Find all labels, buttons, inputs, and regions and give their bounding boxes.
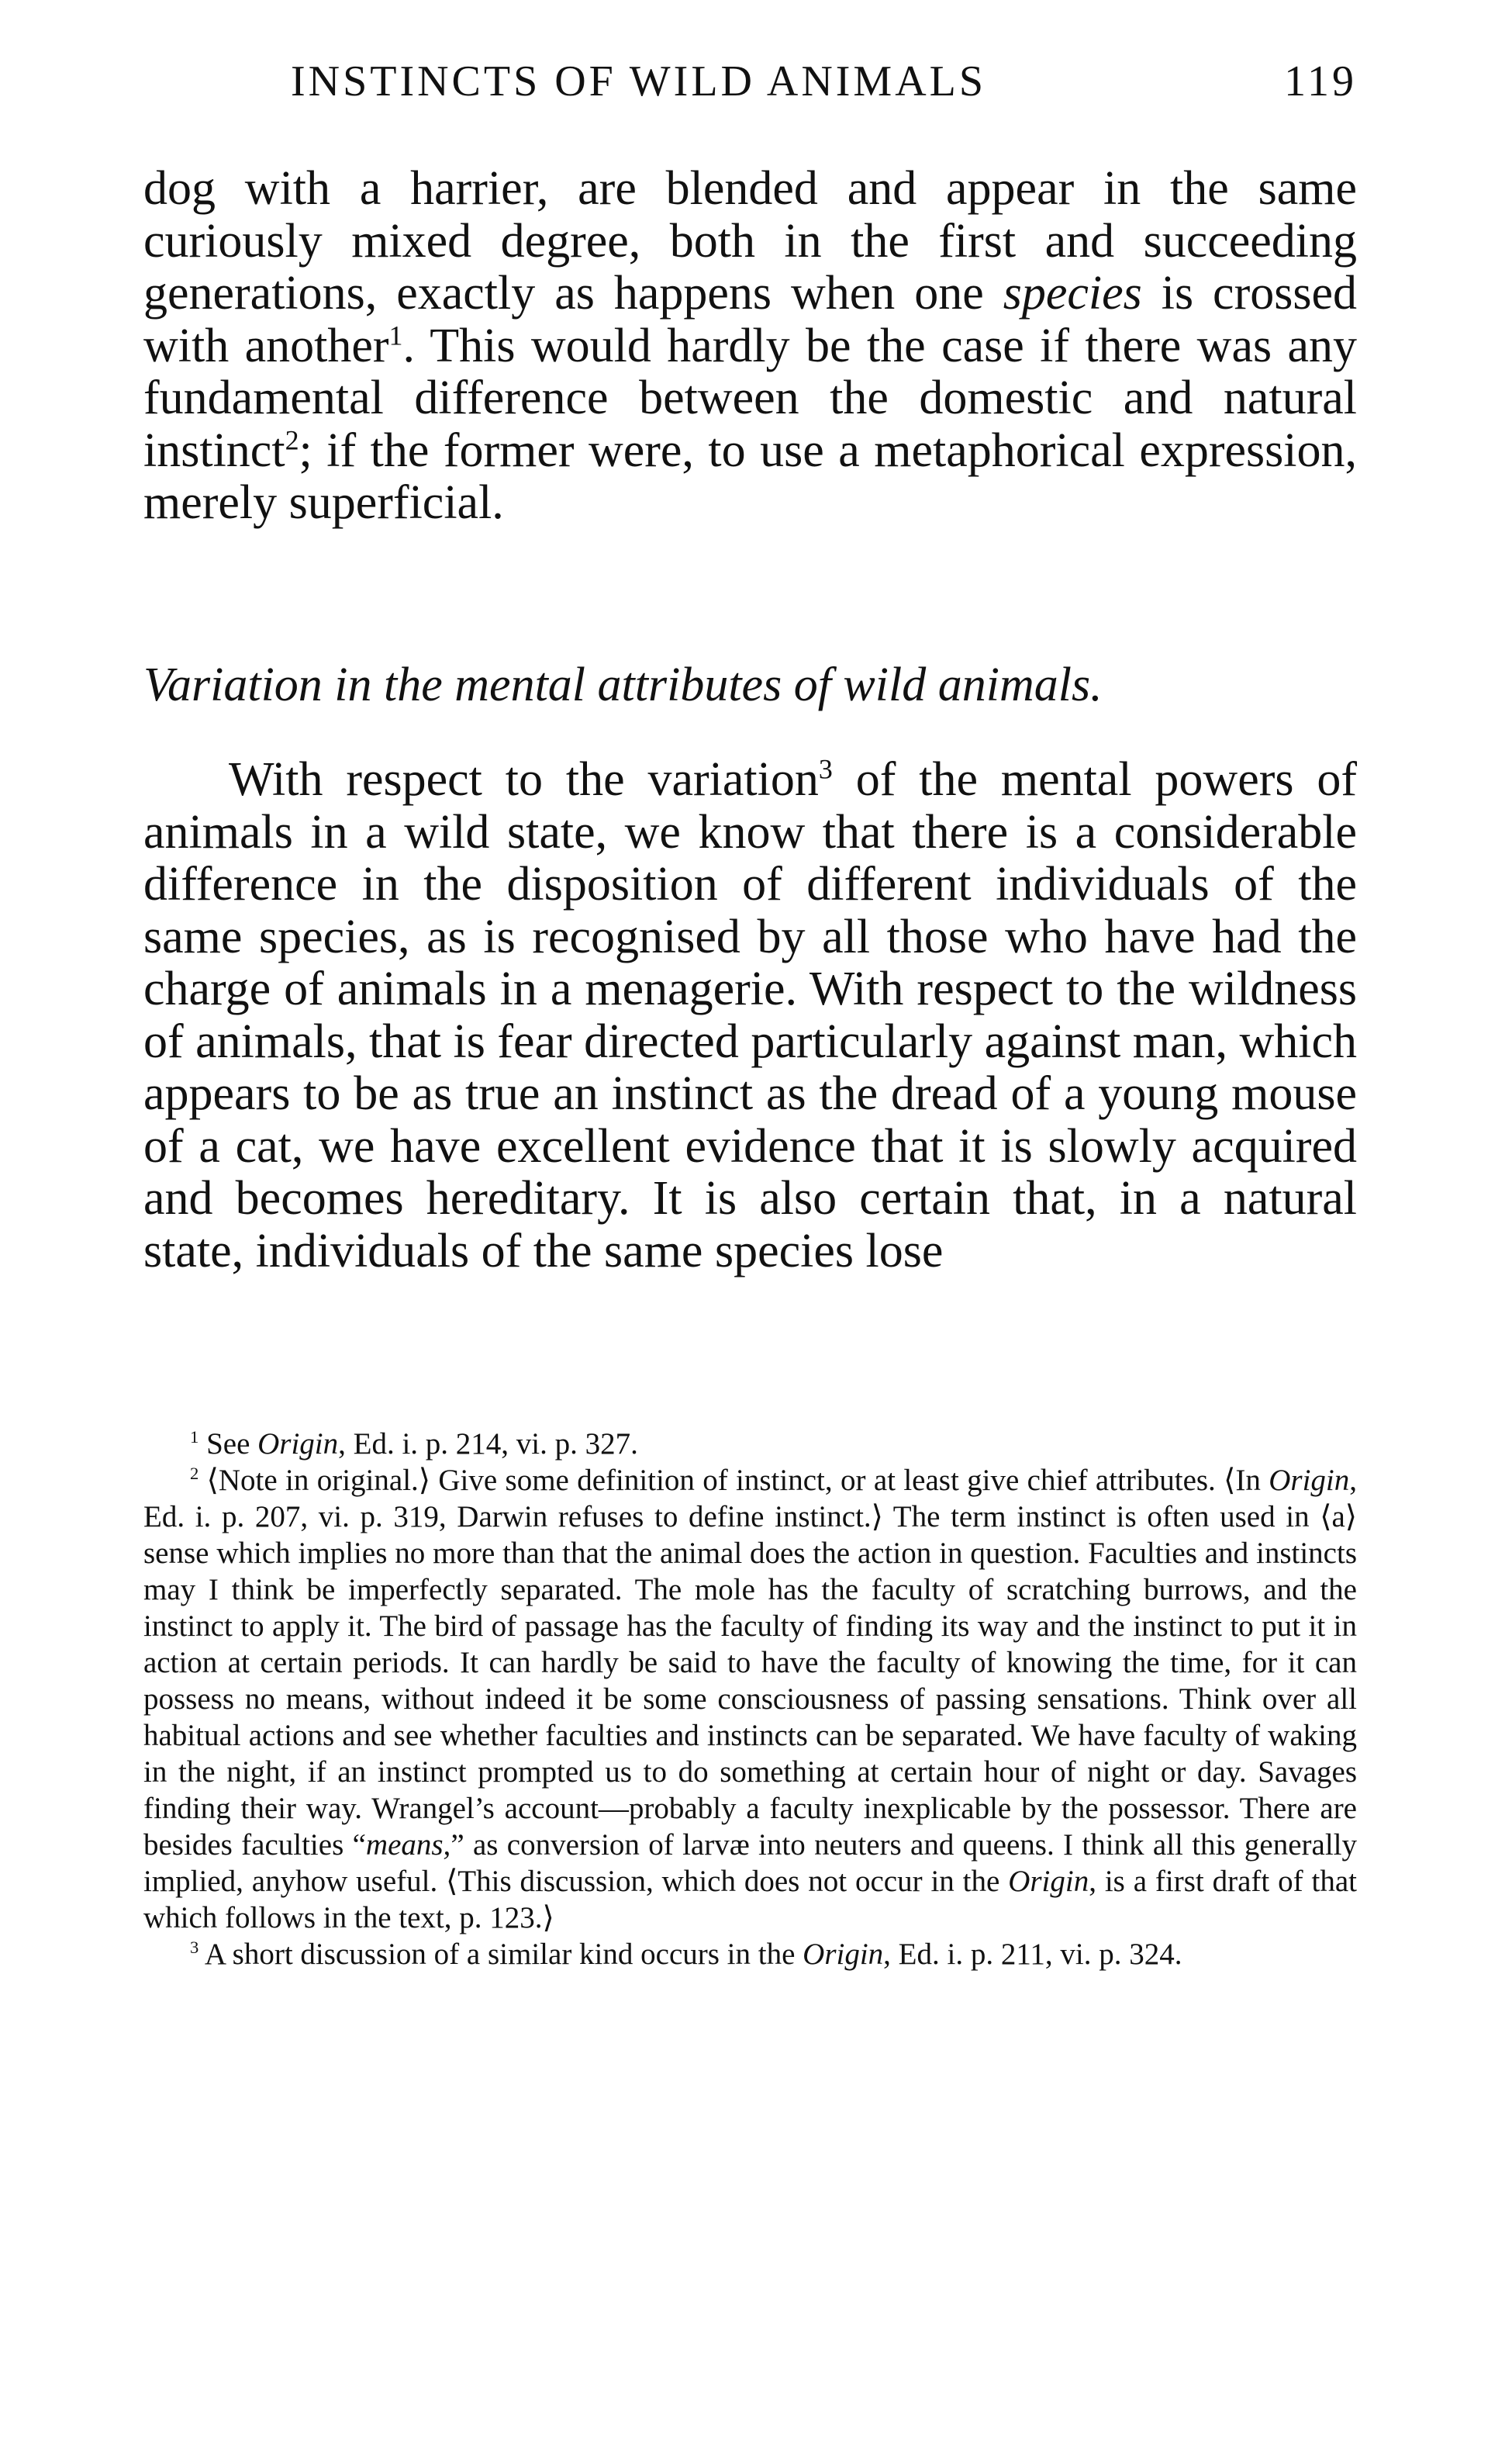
paragraph-text: dog with a harrier, are blended and appear in the same curiously mixed degree, both in the first and succeeding generations, exactly as happens when one: [143, 162, 1357, 320]
footnote-emphasis: Origin: [803, 1938, 884, 1971]
section-heading: Variation in the mental attributes of wild animals.: [143, 659, 1103, 711]
paragraph-text: . This would hardly be the case if there was any fundamental difference between the domestic and natural instinct: [143, 319, 1357, 477]
footnote-emphasis: Origin: [257, 1427, 339, 1461]
footnote-1: [143, 1426, 1357, 1462]
paragraph-variation: [143, 754, 1357, 1277]
footnote-text: , is a first draft of that which follows in the text, p. 123.⟩: [143, 1865, 1357, 1934]
footnote-text: , Ed. i. p. 207, vi. p. 319, Darwin refuses to define instinct.⟩ The term instinct is often used in ⟨a⟩ sense which implies no more than that the animal does the action in question. Faculties and instincts may I think be imperfectly separated. The mole has the faculty of scratching burrows, and the instinct to apply it. The bird of passage has the faculty of finding its way and the instinct to put it in action at certain periods. It can hardly be said to have the faculty of knowing the time, for it can possess no means, without indeed it be some consciousness of passing sensations. Think over all habitual actions and see whether faculties and instincts can be separated. We have faculty of waking in the night, if an instinct prompted us to do something at certain hour of night or day. Savages finding their way. Wrangel’s account—probably a faculty inexplicable by the possessor. There are besides faculties “: [143, 1464, 1357, 1862]
footnote-marker: 3: [190, 1938, 199, 1957]
emphasis-species: species: [1003, 267, 1142, 320]
footnote-emphasis: means,: [365, 1828, 451, 1862]
paragraph-text: With respect to the variation: [229, 753, 819, 806]
footnote-text: , Ed. i. p. 214, vi. p. 327.: [338, 1427, 638, 1461]
footnotes: [143, 1426, 1357, 1972]
footnote-ref-3: 3: [818, 753, 833, 785]
paragraph-text: ; if the former were, to use a metaphorical expression, merely superficial.: [143, 423, 1357, 529]
page-number: 119: [1284, 57, 1357, 105]
footnote-emphasis: Origin: [1269, 1464, 1350, 1497]
footnote-text: , Ed. i. p. 211, vi. p. 324.: [883, 1938, 1182, 1971]
footnote-marker: 1: [190, 1427, 199, 1447]
footnote-marker: 2: [190, 1464, 199, 1483]
footnote-text: A short discussion of a similar kind occurs in the: [198, 1938, 803, 1971]
running-title: INSTINCTS OF WILD ANIMALS: [291, 57, 986, 105]
paragraph-text: of the mental powers of animals in a wild state, we know that there is a considerable difference in the disposition of different individuals of the same species, as is recognised by all those who have had the charge of animals in a menagerie. With respect to the wildness of animals, that is fear directed particularly against man, which appears to be as true an instinct as the dread of a young mouse of a cat, we have excellent evidence that it is slowly acquired and becomes hereditary. It is also certain that, in a natural state, individuals of the same species lose: [143, 753, 1358, 1277]
footnote-ref-1: 1: [388, 319, 403, 351]
footnote-3: [143, 1936, 1357, 1972]
footnote-emphasis: Origin: [1008, 1865, 1089, 1898]
footnote-text: See: [198, 1427, 258, 1461]
footnote-text: ⟨Note in original.⟩ Give some definition of instinct, or at least give chief attributes. ⟨In: [198, 1464, 1269, 1497]
footnote-2: [143, 1462, 1357, 1936]
footnote-text: ” as conversion of larvæ into neuters and queens. I think all this generally implied, anyhow useful. ⟨This discussion, which does not occur in the: [143, 1828, 1357, 1898]
paragraph-text: is crossed with another: [143, 267, 1357, 372]
footnote-ref-2: 2: [285, 423, 299, 455]
paragraph-continuation: [143, 163, 1357, 530]
